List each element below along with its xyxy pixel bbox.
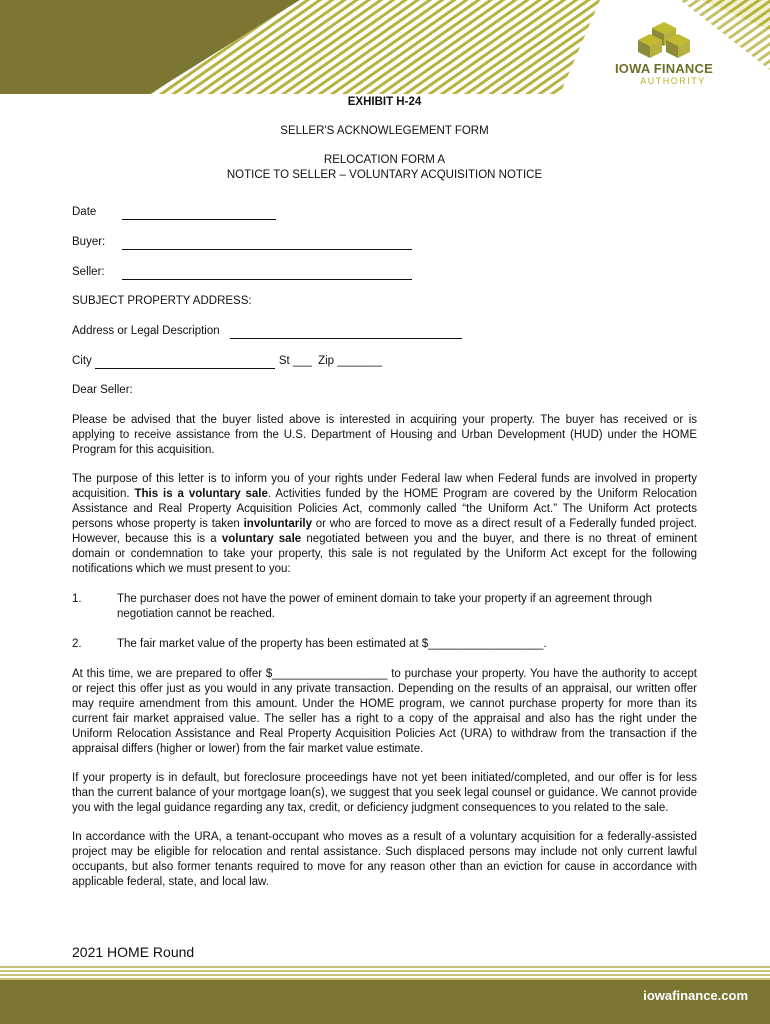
- buyer-label: Buyer:: [72, 236, 106, 248]
- list-item: [72, 592, 697, 622]
- paragraph-2-part-g: negotiated between you and the buyer, and there is no threat of eminent domain or condemnation to take your property, this sale is not regulated by the Uniform Act except for the following notifications which we must present to you:: [72, 533, 697, 575]
- seller-field[interactable]: [122, 266, 412, 280]
- paragraph-2-part-a: The purpose of this letter is to inform you of your rights under Federal law when Federal funds are involved in property acquisition.: [72, 473, 697, 500]
- date-field[interactable]: [122, 206, 276, 220]
- footer-url[interactable]: iowafinance.com: [643, 988, 748, 1003]
- city-row: [72, 354, 697, 369]
- logo-sub: AUTHORITY: [640, 76, 706, 86]
- involuntarily-emphasis: involuntarily: [243, 518, 312, 530]
- cube-logo-icon: [636, 20, 692, 60]
- greeting: Dear Seller:: [72, 384, 133, 396]
- paragraph-4: If your property is in default, but foreclosure proceedings have not yet been initiated/completed, and our offer is for less than the current balance of your mortgage loan(s), we suggest that you seek legal counsel or guidance. We cannot provide you with the legal guidance regarding any tax, credit, or deficiency judgment consequences to you related to the sale.: [72, 772, 697, 814]
- logo-name: IOWA FINANCE: [615, 61, 713, 76]
- list-text: The fair market value of the property has been estimated at $__________________.: [117, 638, 547, 650]
- paragraph-2: [72, 472, 697, 577]
- paragraph-3: At this time, we are prepared to offer $__________________ to purchase your property. You have the authority to accept or reject this offer just as you would in any private transaction. Depending on the results of an appraisal, our written offer may require amendment from this amount. Under the HOME program, we cannot purchase property for more than its current fair market appraised value. The seller has a right to a copy of the appraisal and also has the right under the Uniform Relocation Assistance and Real Property Acquisition Policies Act (URA) to withdraw from the transaction if the appraisal differs (higher or lower) from the fair market value estimate.: [72, 668, 697, 755]
- seller-label: Seller:: [72, 266, 105, 278]
- buyer-field[interactable]: [122, 236, 412, 250]
- footer-band: [0, 966, 770, 1024]
- footer-round-label: 2021 HOME Round: [72, 944, 195, 960]
- date-row: [72, 205, 697, 220]
- paragraph-5: In accordance with the URA, a tenant-occupant who moves as a result of a voluntary acquisition for a federally-assisted project may be eligible for relocation and rental assistance. Such displaced persons may include not only current lawful occupants, but also former tenants required to move for any reason other than an eviction for cause in accordance with applicable federal, state, and local law.: [72, 831, 697, 888]
- paragraph-2-part-c: . Activities funded by the HOME Program are covered by the Uniform Relocation Assistance and Real Property Acquisition Policies Act, commonly called “the Uniform Act.” The Uniform Act protects persons whose property is taken: [72, 488, 697, 530]
- state-label[interactable]: St ___: [278, 355, 313, 367]
- city-label: City: [72, 355, 92, 367]
- date-label: Date: [72, 206, 97, 218]
- address-label: Address or Legal Description: [72, 325, 220, 337]
- voluntary-sale-emphasis: This is a voluntary sale: [134, 488, 268, 500]
- logo: [604, 20, 724, 96]
- form-name: SELLER'S ACKNOWLEGEMENT FORM: [280, 125, 489, 137]
- exhibit-title: EXHIBIT H-24: [347, 96, 422, 108]
- paragraph-2-part-e: or who are forced to move as a direct result of a Federally funded project. However, because this is a: [72, 518, 697, 545]
- address-row: [72, 324, 697, 339]
- seller-row: [72, 265, 697, 280]
- voluntary-sale-emphasis-2: voluntary sale: [221, 533, 302, 545]
- address-field[interactable]: [230, 325, 462, 339]
- notice-title: NOTICE TO SELLER – VOLUNTARY ACQUISITION NOTICE: [226, 169, 543, 181]
- list-number: 1.: [72, 593, 82, 605]
- subject-heading: SUBJECT PROPERTY ADDRESS:: [72, 295, 252, 307]
- list-item: [72, 637, 697, 652]
- document-body: [72, 94, 697, 890]
- list-text: The purchaser does not have the power of eminent domain to take your property if an agreement through negotiation cannot be reached.: [117, 593, 653, 620]
- paragraph-1: Please be advised that the buyer listed above is interested in acquiring your property. The buyer has received or is applying to receive assistance from the U.S. Department of Housing and Urban Development (HUD) under the HOME Program for this acquisition.: [72, 414, 697, 456]
- relocation-form: RELOCATION FORM A: [323, 154, 446, 166]
- buyer-row: [72, 235, 697, 250]
- city-field[interactable]: [95, 355, 275, 369]
- zip-label[interactable]: Zip _______: [318, 355, 383, 367]
- list-number: 2.: [72, 638, 82, 650]
